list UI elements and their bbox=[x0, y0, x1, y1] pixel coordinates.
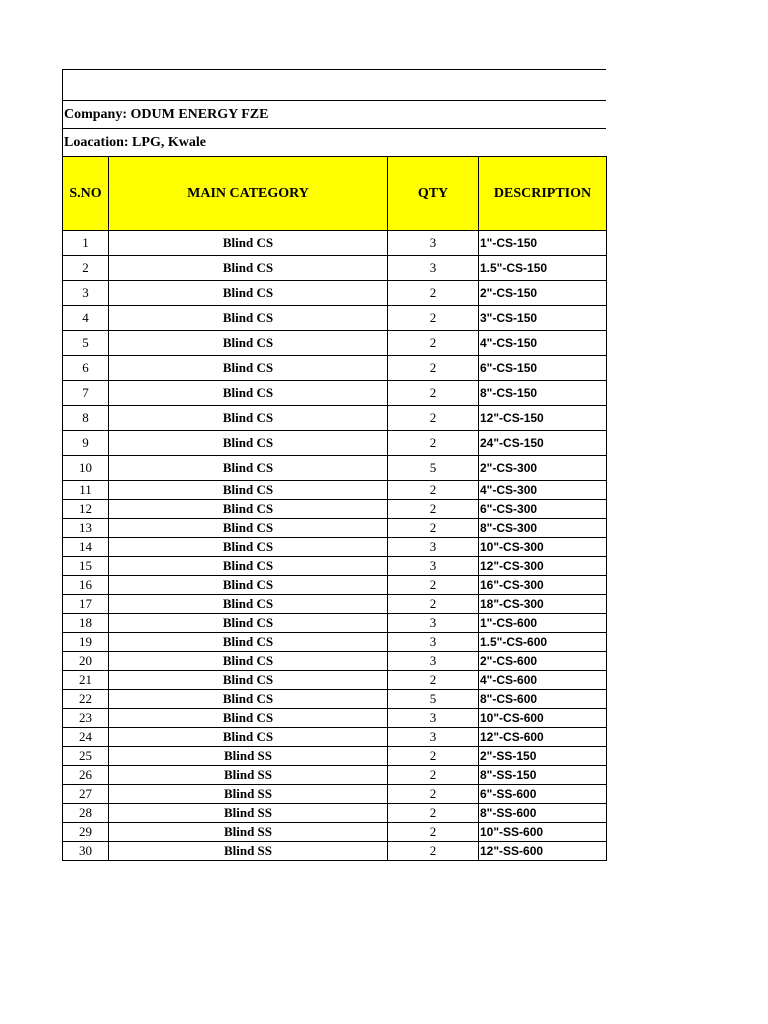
cell-qty: 2 bbox=[388, 804, 479, 823]
cell-main-category: Blind SS bbox=[109, 766, 388, 785]
table-row bbox=[63, 652, 607, 671]
table-row bbox=[63, 614, 607, 633]
cell-sno: 26 bbox=[63, 766, 109, 785]
cell-description: 4"-CS-300 bbox=[479, 481, 607, 500]
column-header-qty: QTY bbox=[388, 157, 479, 231]
cell-description: 12"-CS-300 bbox=[479, 557, 607, 576]
cell-sno: 4 bbox=[63, 306, 109, 331]
cell-description: 6"-SS-600 bbox=[479, 785, 607, 804]
cell-sno: 12 bbox=[63, 500, 109, 519]
cell-description: 3"-CS-150 bbox=[479, 306, 607, 331]
table-header-row bbox=[63, 157, 607, 231]
cell-sno: 11 bbox=[63, 481, 109, 500]
cell-main-category: Blind CS bbox=[109, 633, 388, 652]
cell-sno: 16 bbox=[63, 576, 109, 595]
cell-main-category: Blind CS bbox=[109, 576, 388, 595]
cell-main-category: Blind CS bbox=[109, 406, 388, 431]
cell-description: 8"-CS-600 bbox=[479, 690, 607, 709]
inventory-table bbox=[62, 156, 607, 861]
cell-main-category: Blind CS bbox=[109, 538, 388, 557]
cell-description: 8"-CS-300 bbox=[479, 519, 607, 538]
table-row bbox=[63, 633, 607, 652]
cell-main-category: Blind CS bbox=[109, 709, 388, 728]
cell-description: 18"-CS-300 bbox=[479, 595, 607, 614]
cell-sno: 29 bbox=[63, 823, 109, 842]
cell-main-category: Blind CS bbox=[109, 690, 388, 709]
cell-qty: 2 bbox=[388, 671, 479, 690]
table-row bbox=[63, 281, 607, 306]
cell-qty: 2 bbox=[388, 595, 479, 614]
cell-description: 8"-CS-150 bbox=[479, 381, 607, 406]
cell-description: 1"-CS-600 bbox=[479, 614, 607, 633]
cell-qty: 2 bbox=[388, 406, 479, 431]
table-row bbox=[63, 766, 607, 785]
cell-qty: 2 bbox=[388, 785, 479, 804]
cell-main-category: Blind CS bbox=[109, 671, 388, 690]
cell-sno: 7 bbox=[63, 381, 109, 406]
cell-main-category: Blind SS bbox=[109, 747, 388, 766]
blank-title-row bbox=[62, 69, 606, 100]
cell-description: 12"-CS-150 bbox=[479, 406, 607, 431]
table-body bbox=[63, 231, 607, 861]
cell-main-category: Blind CS bbox=[109, 256, 388, 281]
cell-qty: 3 bbox=[388, 633, 479, 652]
table-row bbox=[63, 804, 607, 823]
table-row bbox=[63, 595, 607, 614]
cell-description: 10"-SS-600 bbox=[479, 823, 607, 842]
column-header-description: DESCRIPTION bbox=[479, 157, 607, 231]
table-row bbox=[63, 747, 607, 766]
table-row bbox=[63, 456, 607, 481]
cell-description: 2"-SS-150 bbox=[479, 747, 607, 766]
cell-sno: 2 bbox=[63, 256, 109, 281]
cell-main-category: Blind CS bbox=[109, 481, 388, 500]
cell-description: 12"-CS-600 bbox=[479, 728, 607, 747]
cell-sno: 23 bbox=[63, 709, 109, 728]
table-row bbox=[63, 306, 607, 331]
cell-main-category: Blind CS bbox=[109, 614, 388, 633]
cell-qty: 2 bbox=[388, 823, 479, 842]
cell-qty: 2 bbox=[388, 500, 479, 519]
table-row bbox=[63, 671, 607, 690]
cell-qty: 2 bbox=[388, 576, 479, 595]
cell-qty: 2 bbox=[388, 306, 479, 331]
cell-main-category: Blind CS bbox=[109, 381, 388, 406]
cell-sno: 9 bbox=[63, 431, 109, 456]
cell-main-category: Blind CS bbox=[109, 500, 388, 519]
cell-qty: 5 bbox=[388, 690, 479, 709]
table-row bbox=[63, 823, 607, 842]
cell-description: 2"-CS-150 bbox=[479, 281, 607, 306]
cell-description: 1"-CS-150 bbox=[479, 231, 607, 256]
cell-main-category: Blind CS bbox=[109, 231, 388, 256]
cell-qty: 2 bbox=[388, 356, 479, 381]
cell-description: 2"-CS-600 bbox=[479, 652, 607, 671]
cell-qty: 2 bbox=[388, 747, 479, 766]
table-row bbox=[63, 557, 607, 576]
cell-sno: 17 bbox=[63, 595, 109, 614]
table-row bbox=[63, 785, 607, 804]
cell-description: 8"-SS-150 bbox=[479, 766, 607, 785]
cell-sno: 6 bbox=[63, 356, 109, 381]
table-row bbox=[63, 381, 607, 406]
cell-sno: 14 bbox=[63, 538, 109, 557]
table-row bbox=[63, 728, 607, 747]
table-row bbox=[63, 431, 607, 456]
table-row bbox=[63, 331, 607, 356]
cell-qty: 3 bbox=[388, 557, 479, 576]
cell-qty: 2 bbox=[388, 331, 479, 356]
cell-sno: 5 bbox=[63, 331, 109, 356]
cell-main-category: Blind SS bbox=[109, 842, 388, 861]
cell-description: 6"-CS-300 bbox=[479, 500, 607, 519]
column-header-sno: S.NO bbox=[63, 157, 109, 231]
table-row bbox=[63, 500, 607, 519]
cell-description: 24"-CS-150 bbox=[479, 431, 607, 456]
cell-qty: 3 bbox=[388, 614, 479, 633]
cell-sno: 13 bbox=[63, 519, 109, 538]
cell-qty: 3 bbox=[388, 652, 479, 671]
cell-main-category: Blind CS bbox=[109, 595, 388, 614]
cell-description: 6"-CS-150 bbox=[479, 356, 607, 381]
cell-sno: 18 bbox=[63, 614, 109, 633]
table-row bbox=[63, 519, 607, 538]
cell-description: 4"-CS-150 bbox=[479, 331, 607, 356]
cell-sno: 28 bbox=[63, 804, 109, 823]
cell-sno: 20 bbox=[63, 652, 109, 671]
cell-description: 4"-CS-600 bbox=[479, 671, 607, 690]
cell-main-category: Blind CS bbox=[109, 281, 388, 306]
table-row bbox=[63, 231, 607, 256]
cell-main-category: Blind CS bbox=[109, 356, 388, 381]
company-line: Company: ODUM ENERGY FZE bbox=[62, 100, 606, 128]
cell-sno: 25 bbox=[63, 747, 109, 766]
cell-sno: 3 bbox=[63, 281, 109, 306]
cell-description: 1.5"-CS-600 bbox=[479, 633, 607, 652]
cell-qty: 3 bbox=[388, 256, 479, 281]
cell-main-category: Blind CS bbox=[109, 557, 388, 576]
cell-qty: 2 bbox=[388, 481, 479, 500]
cell-main-category: Blind CS bbox=[109, 331, 388, 356]
cell-main-category: Blind CS bbox=[109, 456, 388, 481]
table-row bbox=[63, 576, 607, 595]
cell-qty: 5 bbox=[388, 456, 479, 481]
inventory-sheet bbox=[62, 69, 606, 861]
cell-qty: 3 bbox=[388, 728, 479, 747]
cell-main-category: Blind SS bbox=[109, 804, 388, 823]
cell-description: 1.5"-CS-150 bbox=[479, 256, 607, 281]
table-row bbox=[63, 481, 607, 500]
table-row bbox=[63, 538, 607, 557]
cell-sno: 19 bbox=[63, 633, 109, 652]
cell-sno: 10 bbox=[63, 456, 109, 481]
cell-description: 16"-CS-300 bbox=[479, 576, 607, 595]
column-header-main-category: MAIN CATEGORY bbox=[109, 157, 388, 231]
cell-qty: 2 bbox=[388, 766, 479, 785]
cell-qty: 3 bbox=[388, 538, 479, 557]
cell-main-category: Blind CS bbox=[109, 519, 388, 538]
cell-description: 10"-CS-600 bbox=[479, 709, 607, 728]
table-row bbox=[63, 842, 607, 861]
cell-main-category: Blind SS bbox=[109, 785, 388, 804]
cell-description: 8"-SS-600 bbox=[479, 804, 607, 823]
cell-description: 10"-CS-300 bbox=[479, 538, 607, 557]
cell-sno: 27 bbox=[63, 785, 109, 804]
cell-main-category: Blind CS bbox=[109, 306, 388, 331]
cell-sno: 8 bbox=[63, 406, 109, 431]
table-row bbox=[63, 709, 607, 728]
cell-main-category: Blind CS bbox=[109, 652, 388, 671]
cell-sno: 24 bbox=[63, 728, 109, 747]
cell-sno: 22 bbox=[63, 690, 109, 709]
location-line: Loacation: LPG, Kwale bbox=[62, 128, 606, 156]
cell-description: 2"-CS-300 bbox=[479, 456, 607, 481]
cell-sno: 1 bbox=[63, 231, 109, 256]
table-row bbox=[63, 256, 607, 281]
table-row bbox=[63, 356, 607, 381]
cell-description: 12"-SS-600 bbox=[479, 842, 607, 861]
cell-sno: 21 bbox=[63, 671, 109, 690]
cell-qty: 2 bbox=[388, 842, 479, 861]
cell-main-category: Blind CS bbox=[109, 728, 388, 747]
cell-qty: 3 bbox=[388, 709, 479, 728]
cell-qty: 3 bbox=[388, 231, 479, 256]
cell-qty: 2 bbox=[388, 431, 479, 456]
table-row bbox=[63, 690, 607, 709]
table-row bbox=[63, 406, 607, 431]
cell-qty: 2 bbox=[388, 281, 479, 306]
cell-sno: 30 bbox=[63, 842, 109, 861]
cell-main-category: Blind SS bbox=[109, 823, 388, 842]
cell-qty: 2 bbox=[388, 519, 479, 538]
cell-sno: 15 bbox=[63, 557, 109, 576]
cell-main-category: Blind CS bbox=[109, 431, 388, 456]
cell-qty: 2 bbox=[388, 381, 479, 406]
